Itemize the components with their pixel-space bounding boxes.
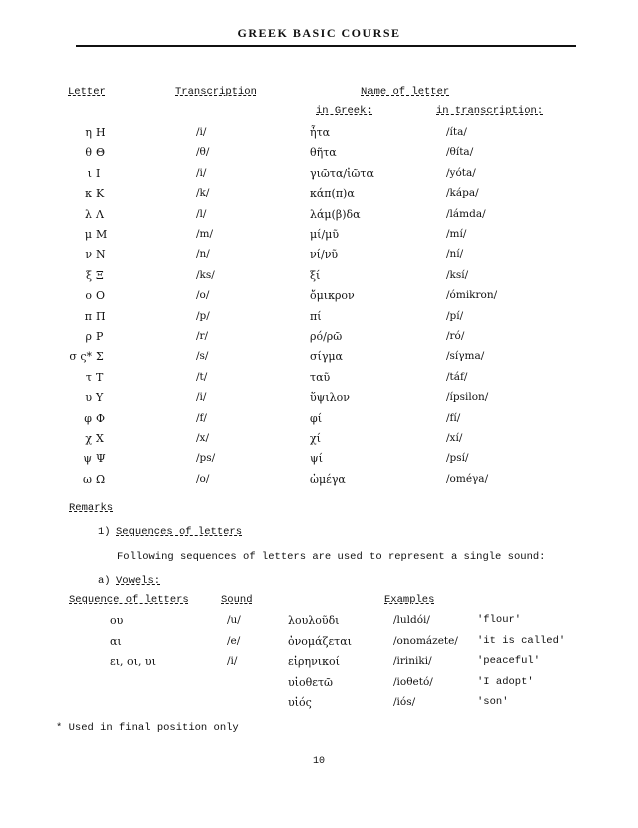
letter-lower: η — [85, 126, 92, 139]
vowel-sound: /e/ — [227, 634, 241, 647]
letter-greek-name: ὕψιλον — [310, 391, 350, 405]
letter-upper: Θ — [96, 146, 106, 160]
vowel-sound: /i/ — [227, 655, 238, 667]
letter-lower: ω — [83, 472, 92, 486]
vowel-example-greek: υἱοθετῶ — [288, 675, 333, 689]
letter-upper: Ψ — [96, 452, 106, 466]
letter-transcription: /k/ — [196, 187, 210, 200]
vowel-example-meaning: 'it is called' — [477, 634, 566, 647]
letter-lower: π — [84, 309, 92, 323]
letter-name-transcription: /táf/ — [446, 370, 468, 383]
vowel-example-greek: υἱός — [288, 696, 312, 709]
letter-greek-name: νί/νῦ — [310, 248, 339, 262]
letter-upper: Ω — [96, 472, 106, 486]
vowel-example-meaning: 'peaceful' — [477, 655, 541, 667]
letter-transcription: /f/ — [196, 411, 207, 424]
letter-name-transcription: /fí/ — [446, 411, 461, 424]
col-examples-header: Examples — [384, 594, 435, 606]
letter-name-transcription: /síγma/ — [446, 350, 485, 363]
letter-upper: Σ — [96, 350, 104, 364]
letter-lower: θ — [85, 146, 92, 160]
letter-greek-name: ὠμέγα — [310, 472, 346, 486]
letter-name-transcription: /pí/ — [446, 309, 464, 322]
letter-transcription: /x/ — [196, 432, 209, 444]
letter-transcription: /θ/ — [196, 146, 210, 159]
vowel-example-greek: λουλοῦδι — [288, 614, 340, 627]
letter-upper: Λ — [96, 207, 104, 221]
letter-name-transcription: /yóta/ — [446, 166, 476, 179]
vowel-example-meaning: 'son' — [477, 696, 509, 708]
col-sound-header: Sound — [221, 594, 253, 606]
letter-transcription: /m/ — [196, 228, 214, 240]
letter-lower: λ — [85, 207, 92, 221]
col-in-transcription-header: in transcription: — [436, 105, 544, 117]
letter-lower: τ — [85, 370, 92, 384]
letter-greek-name: κάπ(π)α — [310, 187, 355, 201]
letter-greek-name: γιῶτα/ἰῶτα — [310, 166, 374, 180]
letter-name-transcription: /mí/ — [446, 228, 467, 240]
letter-upper: Μ — [96, 228, 108, 241]
letter-upper: Ξ — [96, 268, 104, 282]
letter-transcription: /ps/ — [196, 452, 216, 465]
letter-lower: υ — [85, 391, 92, 405]
letter-lower: φ — [84, 411, 92, 425]
letter-greek-name: χί — [310, 432, 321, 445]
letter-lower: σ ς* — [69, 350, 92, 364]
letter-name-transcription: /kápa/ — [446, 187, 479, 200]
letter-transcription: /i/ — [196, 126, 207, 138]
letter-transcription: /t/ — [196, 370, 208, 383]
letter-transcription: /i/ — [196, 391, 207, 404]
vowel-sequence: αι — [110, 634, 122, 648]
vowel-example-transcription: /onomázete/ — [393, 634, 458, 647]
letter-transcription: /o/ — [196, 472, 210, 485]
letter-lower: ν — [85, 248, 92, 262]
letter-upper: Χ — [96, 432, 104, 445]
letter-upper: Ρ — [96, 330, 104, 343]
letter-name-transcription: /íta/ — [446, 126, 467, 138]
letter-transcription: /r/ — [196, 330, 209, 342]
vowel-example-greek: ὀνομάζεται — [288, 634, 352, 648]
header-rule — [76, 45, 576, 47]
letter-transcription: /p/ — [196, 309, 210, 322]
letter-name-transcription: /θíta/ — [446, 146, 474, 159]
letter-name-transcription: /psí/ — [446, 452, 469, 465]
letter-upper: Π — [96, 309, 106, 323]
remarks-item-number: 1) — [98, 526, 111, 538]
vowel-example-transcription: /iriniki/ — [393, 655, 432, 667]
letter-transcription: /l/ — [196, 207, 207, 220]
letter-greek-name: ψί — [310, 452, 323, 466]
letter-transcription: /ks/ — [196, 268, 215, 281]
letter-greek-name: ρό/ρῶ — [310, 330, 343, 343]
remarks-intro: Following sequences of letters are used to represent a single sound: — [117, 551, 546, 563]
letter-greek-name: σίγμα — [310, 350, 343, 364]
letter-greek-name: μί/μῦ — [310, 228, 340, 241]
letter-greek-name: θῆτα — [310, 146, 337, 160]
letter-lower: ξ — [85, 268, 92, 282]
footnote: * Used in final position only — [56, 722, 239, 734]
vowel-example-transcription: /luldói/ — [393, 614, 430, 626]
letter-greek-name: ξί — [310, 268, 321, 282]
remarks-item-title: Sequences of letters — [116, 526, 243, 538]
remarks-heading: Remarks — [69, 502, 114, 514]
letter-upper: Τ — [96, 370, 104, 384]
letter-name-transcription: /oméγa/ — [446, 472, 489, 485]
col-name-header: Name of letter — [361, 86, 450, 98]
vowel-sequence: ει, οι, υι — [110, 655, 156, 668]
vowel-example-greek: εἰρηνικοί — [288, 655, 340, 668]
letter-name-transcription: /ní/ — [446, 248, 464, 261]
letter-name-transcription: /xí/ — [446, 432, 463, 444]
letter-transcription: /n/ — [196, 248, 210, 261]
letter-lower: ψ — [83, 452, 92, 466]
vowel-example-transcription: /iós/ — [393, 696, 416, 708]
letter-upper: Ν — [96, 248, 106, 262]
letter-name-transcription: /ksí/ — [446, 268, 469, 281]
remarks-sub-title: Vowels: — [116, 575, 161, 587]
page-header: GREEK BASIC COURSE — [237, 26, 401, 40]
letter-transcription: /o/ — [196, 289, 210, 302]
letter-greek-name: ταῦ — [310, 370, 331, 384]
vowel-example-transcription: /ioθetó/ — [393, 675, 433, 688]
remarks-sub-label: a) — [98, 575, 111, 587]
letter-upper: Ο — [96, 289, 106, 303]
col-in-greek-header: in Greek: — [316, 105, 373, 117]
vowel-example-meaning: 'flour' — [477, 614, 522, 626]
vowel-sequence: ου — [110, 614, 124, 627]
letter-name-transcription: /ómikron/ — [446, 289, 498, 302]
letter-lower: ι — [87, 166, 92, 180]
letter-upper: Ι — [96, 166, 101, 180]
letter-greek-name: λάμ(β)δα — [310, 207, 361, 221]
col-letter-header: Letter — [68, 86, 106, 98]
letter-transcription: /s/ — [196, 350, 209, 363]
letter-lower: μ — [84, 228, 92, 241]
vowel-example-meaning: 'I adopt' — [477, 675, 534, 688]
letter-upper: Φ — [96, 411, 106, 425]
letter-lower: ο — [85, 289, 92, 303]
page-number: 10 — [312, 756, 325, 767]
letter-upper: Υ — [96, 391, 104, 405]
letter-upper: Η — [96, 126, 106, 139]
vowel-sound: /u/ — [227, 614, 241, 626]
letter-name-transcription: /ró/ — [446, 330, 465, 342]
letter-lower: κ — [85, 187, 92, 201]
letter-lower: ρ — [85, 330, 92, 343]
letter-greek-name: φί — [310, 411, 323, 425]
letter-greek-name: πί — [310, 309, 322, 323]
letter-transcription: /i/ — [196, 166, 207, 179]
col-sequence-header: Sequence of letters — [69, 594, 189, 606]
letter-greek-name: ὄμικρον — [310, 289, 355, 303]
letter-name-transcription: /lámda/ — [446, 207, 486, 220]
letter-lower: χ — [85, 432, 92, 445]
letter-name-transcription: /ípsilon/ — [446, 391, 489, 404]
letter-upper: Κ — [96, 187, 105, 201]
letter-greek-name: ἦτα — [310, 126, 331, 139]
col-transcription-header: Transcription — [175, 86, 257, 98]
